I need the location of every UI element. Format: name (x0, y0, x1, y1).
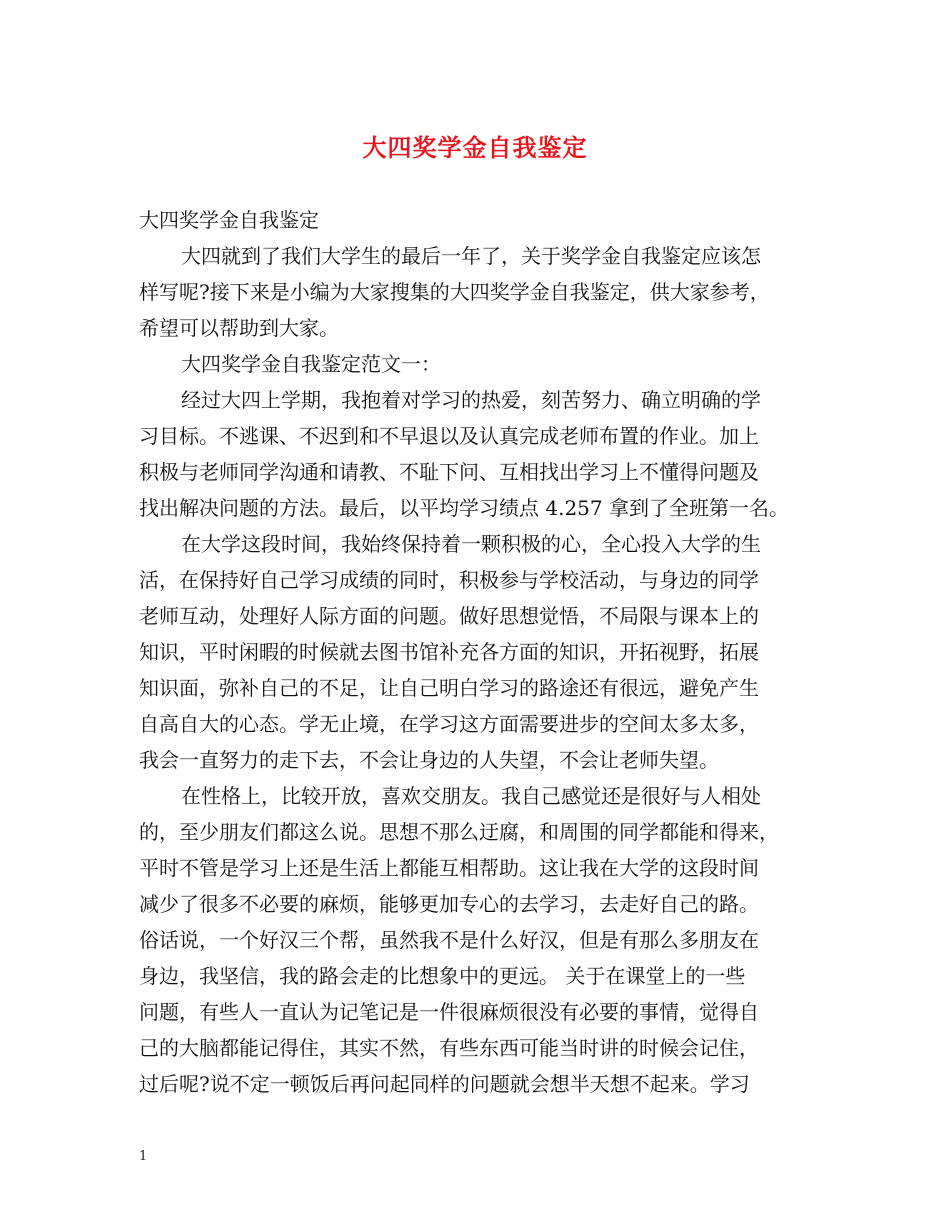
text-line: 我会一直努力的走下去，不会让身边的人失望，不会让老师失望。 (139, 748, 719, 772)
document-body (139, 202, 823, 1102)
text-line: 自高自大的心态。学无止境，在学习这方面需要进步的空间太多太多， (139, 712, 759, 736)
page-number: 1 (139, 1149, 148, 1164)
text-line: 样写呢?接下来是小编为大家搜集的大四奖学金自我鉴定，供大家参考， (139, 280, 770, 304)
text-line: 在大学这段时间，我始终保持着一颗积极的心，全心投入大学的生 (181, 532, 761, 556)
text-line: 大四奖学金自我鉴定 (139, 208, 319, 232)
text-line: 俗话说，一个好汉三个帮，虽然我不是什么好汉，但是有那么多朋友在 (139, 928, 759, 952)
text-line: 希望可以帮助到大家。 (139, 316, 339, 340)
text-line: 知识，平时闲暇的时候就去图书馆补充各方面的知识，开拓视野，拓展 (139, 640, 759, 664)
text-line: 平时不管是学习上还是生活上都能互相帮助。这让我在大学的这段时间 (139, 856, 759, 880)
text-line: 习目标。不逃课、不迟到和不早退以及认真完成老师布置的作业。加上 (139, 424, 759, 448)
text-line: 大四奖学金自我鉴定范文一： (181, 352, 441, 376)
text-line: 老师互动，处理好人际方面的问题。做好思想觉悟，不局限与课本上的 (139, 604, 759, 628)
text-line: 己的大脑都能记得住，其实不然，有些东西可能当时讲的时候会记住， (139, 1036, 759, 1060)
document-title: 大四奖学金自我鉴定 (362, 133, 588, 162)
text-line: 身边，我坚信，我的路会走的比想象中的更远。 关于在课堂上的一些 (139, 964, 746, 988)
text-line: 大四就到了我们大学生的最后一年了，关于奖学金自我鉴定应该怎 (181, 244, 761, 268)
text-line: 过后呢?说不定一顿饭后再问起同样的问题就会想半天想不起来。学习 (139, 1072, 750, 1096)
text-line: 的，至少朋友们都这么说。思想不那么迂腐，和周围的同学都能和得来， (139, 820, 779, 844)
text-line: 减少了很多不必要的麻烦，能够更加专心的去学习，去走好自己的路。 (139, 892, 759, 916)
text-line: 积极与老师同学沟通和请教、不耻下问、互相找出学习上不懂得问题及 (139, 460, 759, 484)
text-line: 活，在保持好自己学习成绩的同时，积极参与学校活动，与身边的同学 (139, 568, 759, 592)
text-line: 经过大四上学期，我抱着对学习的热爱，刻苦努力、确立明确的学 (181, 388, 761, 412)
text-line: 问题，有些人一直认为记笔记是一件很麻烦很没有必要的事情，觉得自 (139, 1000, 759, 1024)
text-line: 找出解决问题的方法。最后，以平均学习绩点 4.257 拿到了全班第一名。 (139, 496, 789, 520)
text-line: 在性格上，比较开放，喜欢交朋友。我自己感觉还是很好与人相处 (181, 784, 761, 808)
text-line: 知识面，弥补自己的不足，让自己明白学习的路途还有很远，避免产生 (139, 676, 759, 700)
